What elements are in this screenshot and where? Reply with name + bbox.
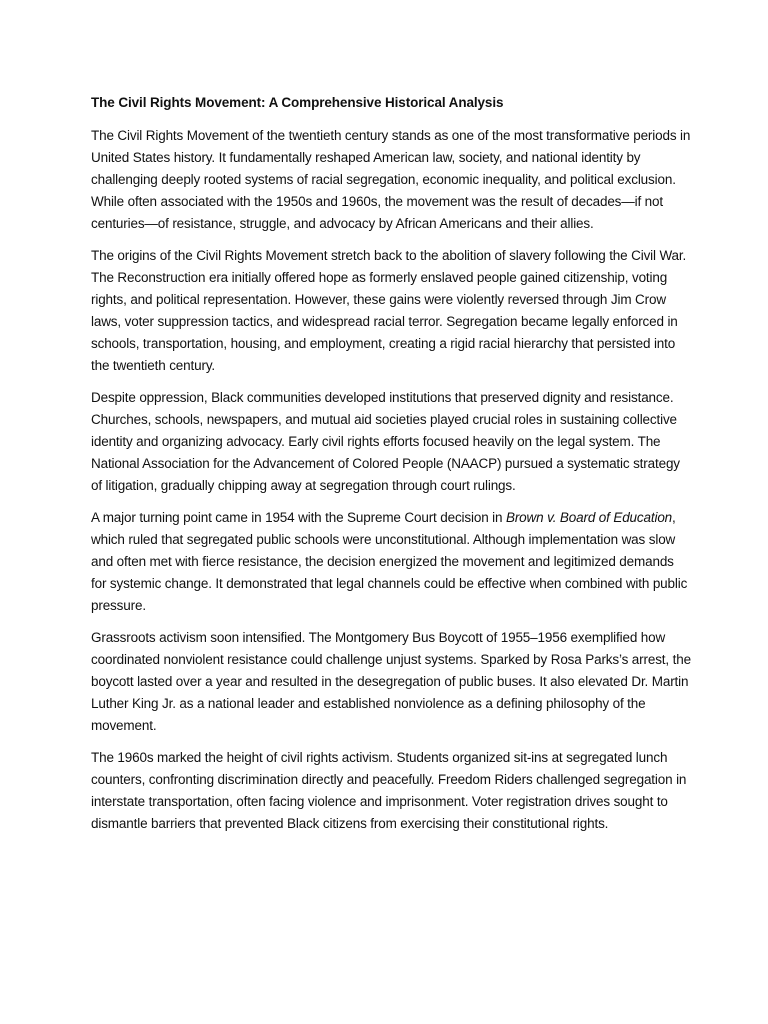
document-title: The Civil Rights Movement: A Comprehensive Historical Analysis: [91, 95, 504, 110]
paragraph-brown-text-after: , which ruled that segregated public schools were unconstitutional. Although implementation was slow and often met with fierce resistance, the decision energized the movement and legitimized demands for systemic change. It demonstrated that legal channels could be effective when combined with public pressure.: [91, 510, 688, 613]
paragraph-origins: The origins of the Civil Rights Movement stretch back to the abolition of slavery following the Civil War. The Reconstruction era initially offered hope as formerly enslaved people gained citizenship, voting rights, and political representation. However, these gains were violently reversed through Jim Crow laws, voter suppression tactics, and widespread racial terror. Segregation became legally enforced in schools, transportation, housing, and employment, creating a rigid racial hierarchy that persisted into the twentieth century.: [91, 248, 687, 373]
document-page: [91, 93, 691, 845]
case-name-italic: Brown v. Board of Education: [505, 510, 673, 525]
paragraph-brown-decision: [91, 507, 691, 617]
paragraph-1960s: The 1960s marked the height of civil rights activism. Students organized sit-ins at segregated lunch counters, confronting discrimination directly and peacefully. Freedom Riders challenged segregation in interstate transportation, often facing violence and imprisonment. Voter registration drives sought to dismantle barriers that prevented Black citizens from exercising their constitutional rights.: [91, 750, 687, 831]
paragraph-grassroots: Grassroots activism soon intensified. The Montgomery Bus Boycott of 1955–1956 exemplified how coordinated nonviolent resistance could challenge unjust systems. Sparked by Rosa Parks’s arrest, the boycott lasted over a year and resulted in the desegregation of public buses. It also elevated Dr. Martin Luther King Jr. as a national leader and established nonviolence as a defining philosophy of the movement.: [91, 630, 691, 733]
paragraph-intro: The Civil Rights Movement of the twentieth century stands as one of the most transformative periods in United States history. It fundamentally reshaped American law, society, and national identity by challenging deeply rooted systems of racial segregation, economic inequality, and political exclusion. While often associated with the 1950s and 1960s, the movement was the result of decades—if not centuries—of resistance, struggle, and advocacy by African Americans and their allies.: [91, 128, 691, 231]
paragraph-brown-text-before: A major turning point came in 1954 with the Supreme Court decision in: [91, 510, 506, 525]
paragraph-institutions: Despite oppression, Black communities developed institutions that preserved dignity and resistance. Churches, schools, newspapers, and mutual aid societies played crucial roles in sustaining collective identity and organizing advocacy. Early civil rights efforts focused heavily on the legal system. The National Association for the Advancement of Colored People (NAACP) pursued a systematic strategy of litigation, gradually chipping away at segregation through court rulings.: [91, 390, 680, 493]
